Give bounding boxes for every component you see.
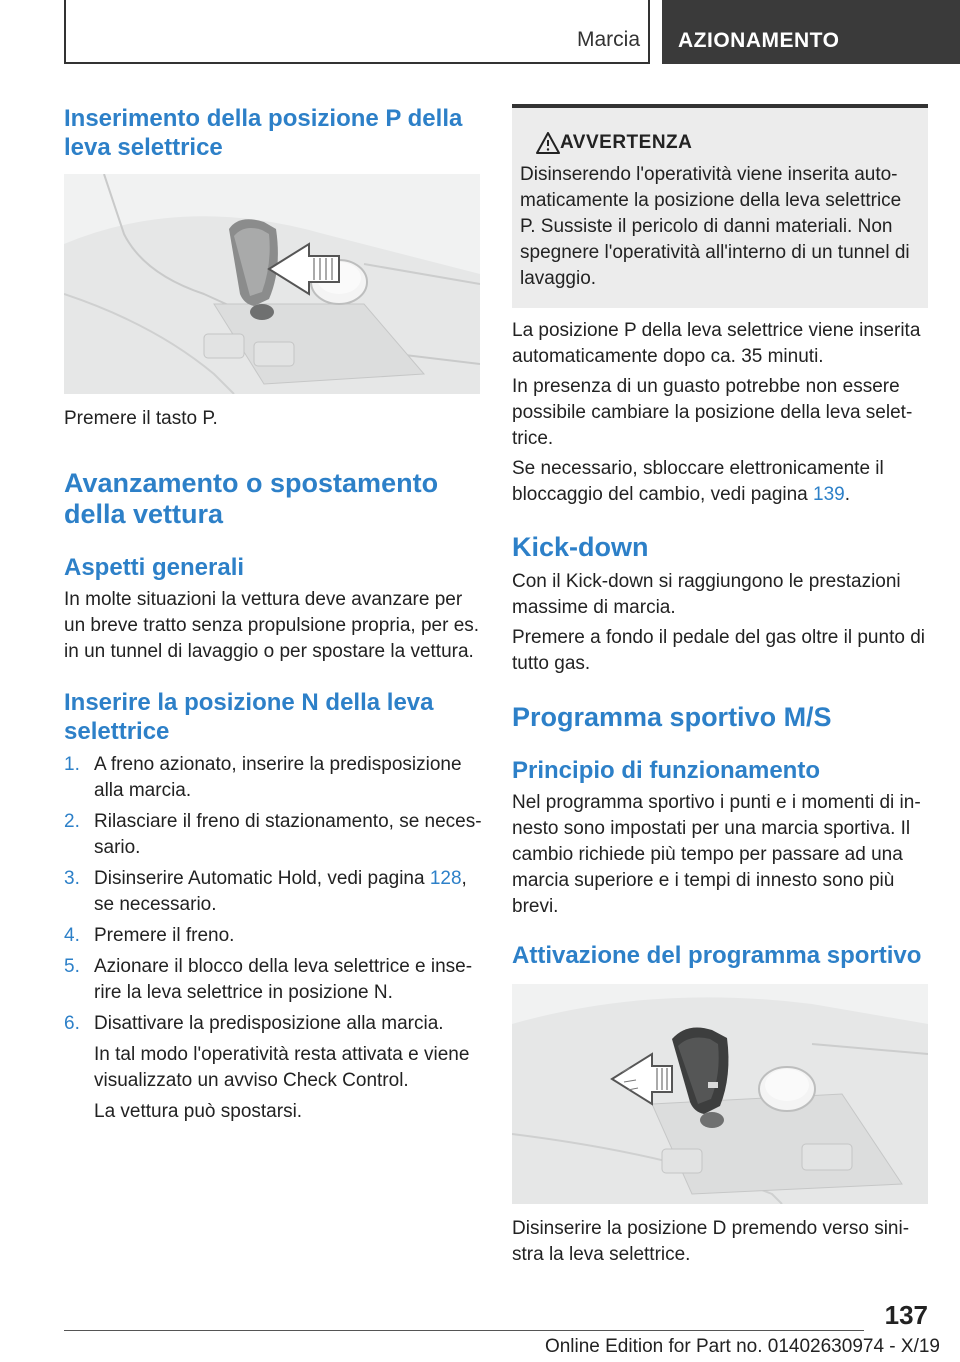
heading-principle: Principio di funzionamento <box>512 757 820 784</box>
warning-triangle-icon <box>536 132 560 159</box>
step-subtext: La vettura può spostarsi. <box>94 1101 303 1122</box>
heading-general: Aspetti generali <box>64 554 245 581</box>
paragraph-principle: Nel programma sportivo i punti e i momenti di innesto sono impostati per una marcia sportiva. Il cambio richiede più tempo per passare ad una marcia superiore e i tempi di innesto sono più brevi. <box>512 792 921 917</box>
heading-park-position: Inserimento della posizione P della leva selettrice <box>64 105 463 161</box>
step-item <box>64 1011 484 1125</box>
paragraph-kickdown-2: Premere a fondo il pedale del gas oltre il punto di tutto gas. <box>512 627 925 674</box>
header-section-title: Marcia <box>576 28 640 51</box>
heading-neutral-position: Inserire la posizione N della leva selettrice <box>64 689 434 745</box>
paragraph-release-suffix: . <box>844 484 851 505</box>
page-number: 137 <box>884 1300 928 1330</box>
step-item <box>64 809 484 861</box>
step-text: Rilasciare il freno di stazionamento, se necessario. <box>94 811 482 858</box>
step-subtext: In tal modo l'operatività resta attivata e viene visualizzato un avviso Check Control. <box>94 1044 470 1091</box>
warning-box <box>512 104 928 308</box>
illustration-gear-selector-push-left <box>512 984 928 1204</box>
paragraph-general: In molte situazioni la vettura deve avanzare per un breve tratto senza propulsione propria, per es. in un tunnel di lavaggio o per spostare la vettura. <box>64 589 480 662</box>
paragraph-auto-park: La posizione P della leva selettrice viene inserita automaticamente dopo ca. 35 minuti. <box>512 320 921 367</box>
heading-move-vehicle: Avanzamento o spostamento della vettura <box>64 468 439 529</box>
step-text-suffix: , se necessario. <box>94 868 467 915</box>
paragraph-kickdown-1: Con il Kick-down si raggiungono le prestazioni massime di marcia. <box>512 571 901 618</box>
step-number: 3. <box>64 868 80 889</box>
step-number: 1. <box>64 754 80 775</box>
step-text: Azionare il blocco della leva selettrice e inserire la leva selettrice in posizione N. <box>94 956 473 1003</box>
step-item <box>64 923 484 949</box>
page-link-128[interactable]: 128 <box>429 868 462 889</box>
step-item <box>64 954 484 1006</box>
caption-push-left: Disinserire la posizione D premendo verso sinistra la leva selettrice. <box>512 1218 910 1265</box>
edition-note: Online Edition for Part no. 01402630974 - X/19 <box>544 1336 940 1357</box>
caption-press-p: Premere il tasto P. <box>64 408 218 429</box>
paragraph-release-text: Se necessario, sbloccare elettronicamente il bloccaggio del cambio, vedi pagina <box>512 458 884 505</box>
header-chapter-title: AZIONAMENTO <box>662 0 960 64</box>
step-text: Premere il freno. <box>94 925 235 946</box>
step-number: 4. <box>64 925 80 946</box>
heading-sport-program: Programma sportivo M/S <box>512 702 832 732</box>
paragraph-fault: In presenza di un guasto potrebbe non essere possibile cambiare la posizione della leva selettrice. <box>512 376 913 449</box>
step-text: Disinserire Automatic Hold, vedi pagina <box>94 868 430 889</box>
warning-body: Disinserendo l'operatività viene inserita automaticamente la posizione della leva selettrice P. Sussiste il pericolo di danni materiali. Non spegnere l'operatività all'interno di un tunnel di lavaggio. <box>520 164 910 289</box>
illustration-gear-selector-p-button <box>64 174 480 394</box>
step-number: 2. <box>64 811 80 832</box>
step-number: 6. <box>64 1013 80 1034</box>
step-item <box>64 752 484 804</box>
heading-kickdown: Kick-down <box>512 532 649 562</box>
step-number: 5. <box>64 956 80 977</box>
steps-list <box>64 752 484 1130</box>
paragraph-release <box>512 456 930 508</box>
footer-divider <box>64 1330 864 1331</box>
heading-activate-sport: Attivazione del programma sportivo <box>512 942 922 969</box>
step-item <box>64 866 484 918</box>
page-link-139[interactable]: 139 <box>813 484 845 505</box>
warning-title: AVVERTENZA <box>560 132 693 153</box>
step-text: A freno azionato, inserire la predisposizione alla marcia. <box>94 754 462 801</box>
step-text: Disattivare la predisposizione alla marcia. <box>94 1013 444 1034</box>
